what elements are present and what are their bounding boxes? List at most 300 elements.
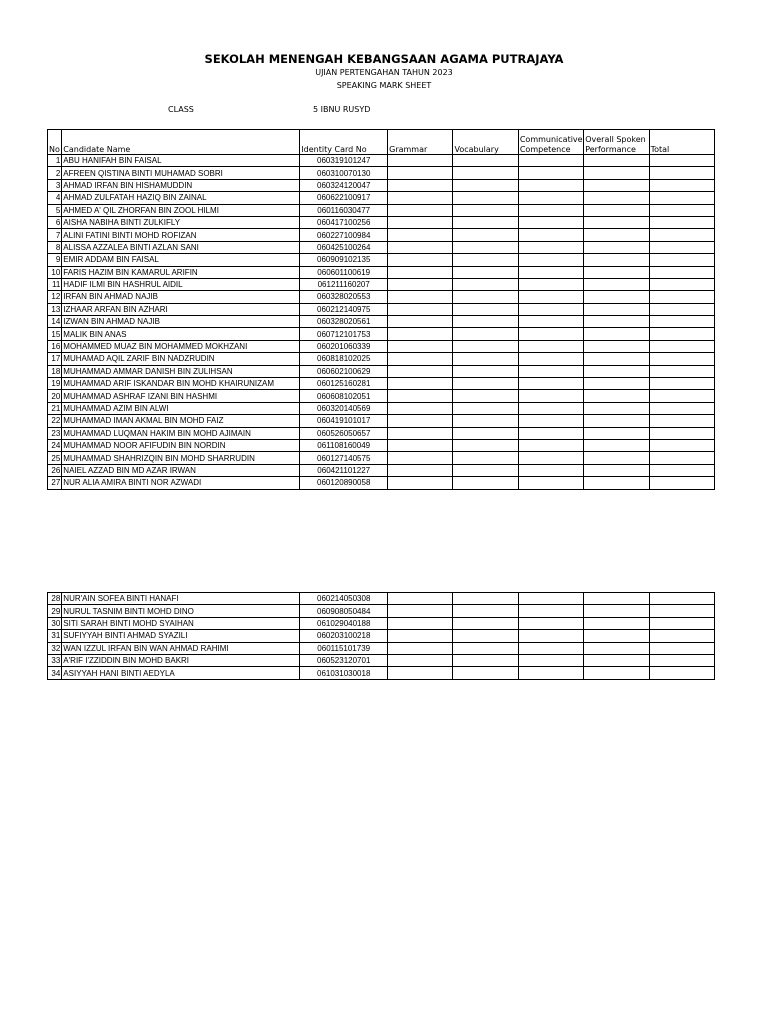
vocabulary-mark-cell[interactable] bbox=[453, 365, 518, 377]
student-no: 34 bbox=[48, 667, 62, 679]
table-row bbox=[48, 278, 715, 290]
grammar-mark-cell[interactable] bbox=[388, 452, 453, 464]
total-mark-cell[interactable] bbox=[649, 378, 714, 390]
student-ic: 060908050484 bbox=[300, 605, 388, 617]
total-mark-cell[interactable] bbox=[649, 328, 714, 340]
student-ic: 060818102025 bbox=[300, 353, 388, 365]
student-rows-page1 bbox=[48, 155, 715, 490]
overall-mark-cell[interactable] bbox=[584, 464, 649, 476]
student-name: MALIK BIN ANAS bbox=[62, 328, 300, 340]
overall-mark-cell[interactable] bbox=[584, 216, 649, 228]
communicative-mark-cell[interactable] bbox=[518, 266, 583, 278]
total-mark-cell[interactable] bbox=[649, 630, 714, 642]
table-row bbox=[48, 216, 715, 228]
communicative-mark-cell[interactable] bbox=[518, 439, 583, 451]
student-name: MUHAMMAD AMMAR DANISH BIN ZULIHSAN bbox=[62, 365, 300, 377]
table-row bbox=[48, 192, 715, 204]
total-mark-cell[interactable] bbox=[649, 667, 714, 679]
student-no: 30 bbox=[48, 617, 62, 629]
table-row bbox=[48, 390, 715, 402]
student-no: 25 bbox=[48, 452, 62, 464]
overall-mark-cell[interactable] bbox=[584, 291, 649, 303]
grammar-mark-cell[interactable] bbox=[388, 340, 453, 352]
student-name: AISHA NABIHA BINTI ZULKIFLY bbox=[62, 216, 300, 228]
table-row bbox=[48, 477, 715, 489]
communicative-mark-cell[interactable] bbox=[518, 192, 583, 204]
communicative-mark-cell[interactable] bbox=[518, 254, 583, 266]
student-no: 16 bbox=[48, 340, 62, 352]
vocabulary-mark-cell[interactable] bbox=[453, 477, 518, 489]
total-mark-cell[interactable] bbox=[649, 365, 714, 377]
student-no: 19 bbox=[48, 378, 62, 390]
exam-title: UJIAN PERTENGAHAN TAHUN 2023 bbox=[315, 68, 453, 77]
grammar-mark-cell[interactable] bbox=[388, 241, 453, 253]
communicative-mark-cell[interactable] bbox=[518, 328, 583, 340]
student-name: ASIYYAH HANI BINTI AEDYLA bbox=[62, 667, 300, 679]
total-mark-cell[interactable] bbox=[649, 452, 714, 464]
student-name: FARIS HAZIM BIN KAMARUL ARIFIN bbox=[62, 266, 300, 278]
table-row bbox=[48, 593, 715, 605]
vocabulary-mark-cell[interactable] bbox=[453, 667, 518, 679]
student-no: 18 bbox=[48, 365, 62, 377]
student-name: NUR'AIN SOFEA BINTI HANAFI bbox=[62, 593, 300, 605]
communicative-mark-cell[interactable] bbox=[518, 291, 583, 303]
student-name: AHMED A' QIL ZHORFAN BIN ZOOL HILMI bbox=[62, 204, 300, 216]
student-no: 7 bbox=[48, 229, 62, 241]
communicative-mark-cell[interactable] bbox=[518, 477, 583, 489]
grammar-mark-cell[interactable] bbox=[388, 316, 453, 328]
communicative-mark-cell[interactable] bbox=[518, 464, 583, 476]
table-row bbox=[48, 316, 715, 328]
table-row bbox=[48, 667, 715, 679]
student-ic: 060523120701 bbox=[300, 654, 388, 666]
grammar-mark-cell[interactable] bbox=[388, 229, 453, 241]
total-mark-cell[interactable] bbox=[649, 241, 714, 253]
table-row bbox=[48, 254, 715, 266]
total-mark-cell[interactable] bbox=[649, 291, 714, 303]
student-ic: 060417100256 bbox=[300, 216, 388, 228]
communicative-mark-cell[interactable] bbox=[518, 605, 583, 617]
communicative-mark-cell[interactable] bbox=[518, 642, 583, 654]
grammar-mark-cell[interactable] bbox=[388, 216, 453, 228]
student-name: ALINI FATINI BINTI MOHD ROFIZAN bbox=[62, 229, 300, 241]
overall-mark-cell[interactable] bbox=[584, 452, 649, 464]
overall-mark-cell[interactable] bbox=[584, 316, 649, 328]
total-mark-cell[interactable] bbox=[649, 204, 714, 216]
vocabulary-mark-cell[interactable] bbox=[453, 278, 518, 290]
student-no: 22 bbox=[48, 415, 62, 427]
total-mark-cell[interactable] bbox=[649, 654, 714, 666]
table-row bbox=[48, 427, 715, 439]
student-no: 24 bbox=[48, 439, 62, 451]
student-ic: 060602100629 bbox=[300, 365, 388, 377]
vocabulary-mark-cell[interactable] bbox=[453, 452, 518, 464]
communicative-mark-cell[interactable] bbox=[518, 378, 583, 390]
student-ic: 060125160281 bbox=[300, 378, 388, 390]
overall-mark-cell[interactable] bbox=[584, 654, 649, 666]
overall-mark-cell[interactable] bbox=[584, 617, 649, 629]
table-row bbox=[48, 402, 715, 414]
grammar-mark-cell[interactable] bbox=[388, 328, 453, 340]
student-name: MUHAMMAD SHAHRIZQIN BIN MOHD SHARRUDIN bbox=[62, 452, 300, 464]
total-mark-cell[interactable] bbox=[649, 605, 714, 617]
student-name: IRFAN BIN AHMAD NAJIB bbox=[62, 291, 300, 303]
vocabulary-mark-cell[interactable] bbox=[453, 642, 518, 654]
student-name: WAN IZZUL IRFAN BIN WAN AHMAD RAHIMI bbox=[62, 642, 300, 654]
student-ic: 060310070130 bbox=[300, 167, 388, 179]
vocabulary-mark-cell[interactable] bbox=[453, 155, 518, 167]
table-row bbox=[48, 328, 715, 340]
grammar-mark-cell[interactable] bbox=[388, 427, 453, 439]
total-mark-cell[interactable] bbox=[649, 266, 714, 278]
communicative-mark-cell[interactable] bbox=[518, 667, 583, 679]
communicative-mark-cell[interactable] bbox=[518, 229, 583, 241]
communicative-mark-cell[interactable] bbox=[518, 617, 583, 629]
student-name: MUHAMMAD ASHRAF IZANI BIN HASHMI bbox=[62, 390, 300, 402]
student-name: ABU HANIFAH BIN FAISAL bbox=[62, 155, 300, 167]
total-mark-cell[interactable] bbox=[649, 303, 714, 315]
grammar-mark-cell[interactable] bbox=[388, 654, 453, 666]
overall-mark-cell[interactable] bbox=[584, 605, 649, 617]
student-no: 11 bbox=[48, 278, 62, 290]
total-mark-cell[interactable] bbox=[649, 415, 714, 427]
grammar-mark-cell[interactable] bbox=[388, 192, 453, 204]
student-name: IZHAAR ARFAN BIN AZHARI bbox=[62, 303, 300, 315]
grammar-mark-cell[interactable] bbox=[388, 378, 453, 390]
communicative-mark-cell[interactable] bbox=[518, 155, 583, 167]
vocabulary-mark-cell[interactable] bbox=[453, 179, 518, 191]
total-mark-cell[interactable] bbox=[649, 439, 714, 451]
grammar-mark-cell[interactable] bbox=[388, 477, 453, 489]
student-ic: 060320140569 bbox=[300, 402, 388, 414]
grammar-mark-cell[interactable] bbox=[388, 390, 453, 402]
vocabulary-mark-cell[interactable] bbox=[453, 402, 518, 414]
overall-mark-cell[interactable] bbox=[584, 179, 649, 191]
student-ic: 060319101247 bbox=[300, 155, 388, 167]
overall-mark-cell[interactable] bbox=[584, 378, 649, 390]
table-row bbox=[48, 179, 715, 191]
vocabulary-mark-cell[interactable] bbox=[453, 605, 518, 617]
student-name: AHMAD IRFAN BIN HISHAMUDDIN bbox=[62, 179, 300, 191]
grammar-mark-cell[interactable] bbox=[388, 642, 453, 654]
communicative-mark-cell[interactable] bbox=[518, 452, 583, 464]
student-name: MUHAMMAD IMAN AKMAL BIN MOHD FAIZ bbox=[62, 415, 300, 427]
student-ic: 060909102135 bbox=[300, 254, 388, 266]
communicative-mark-cell[interactable] bbox=[518, 415, 583, 427]
table-row bbox=[48, 167, 715, 179]
overall-mark-cell[interactable] bbox=[584, 155, 649, 167]
student-no: 20 bbox=[48, 390, 62, 402]
student-name: AHMAD ZULFATAH HAZIQ BIN ZAINAL bbox=[62, 192, 300, 204]
grammar-mark-cell[interactable] bbox=[388, 167, 453, 179]
grammar-mark-cell[interactable] bbox=[388, 278, 453, 290]
overall-mark-cell[interactable] bbox=[584, 415, 649, 427]
vocabulary-mark-cell[interactable] bbox=[453, 216, 518, 228]
table-row bbox=[48, 241, 715, 253]
student-ic: 060622100917 bbox=[300, 192, 388, 204]
vocabulary-mark-cell[interactable] bbox=[453, 390, 518, 402]
grammar-mark-cell[interactable] bbox=[388, 155, 453, 167]
student-no: 29 bbox=[48, 605, 62, 617]
student-no: 32 bbox=[48, 642, 62, 654]
table-row bbox=[48, 365, 715, 377]
vocabulary-mark-cell[interactable] bbox=[453, 266, 518, 278]
student-ic: 060421101227 bbox=[300, 464, 388, 476]
vocabulary-mark-cell[interactable] bbox=[453, 353, 518, 365]
student-no: 21 bbox=[48, 402, 62, 414]
grammar-mark-cell[interactable] bbox=[388, 254, 453, 266]
total-mark-cell[interactable] bbox=[649, 167, 714, 179]
communicative-mark-cell[interactable] bbox=[518, 241, 583, 253]
vocabulary-mark-cell[interactable] bbox=[453, 241, 518, 253]
student-name: SUFIYYAH BINTI AHMAD SYAZILI bbox=[62, 630, 300, 642]
overall-mark-cell[interactable] bbox=[584, 254, 649, 266]
vocabulary-mark-cell[interactable] bbox=[453, 328, 518, 340]
communicative-mark-cell[interactable] bbox=[518, 204, 583, 216]
overall-mark-cell[interactable] bbox=[584, 630, 649, 642]
total-mark-cell[interactable] bbox=[649, 427, 714, 439]
student-no: 27 bbox=[48, 477, 62, 489]
grammar-mark-cell[interactable] bbox=[388, 353, 453, 365]
grammar-mark-cell[interactable] bbox=[388, 593, 453, 605]
overall-mark-cell[interactable] bbox=[584, 278, 649, 290]
vocabulary-mark-cell[interactable] bbox=[453, 630, 518, 642]
student-ic: 060214050308 bbox=[300, 593, 388, 605]
student-name: MOHAMMED MUAZ BIN MOHAMMED MOKHZANI bbox=[62, 340, 300, 352]
grammar-mark-cell[interactable] bbox=[388, 291, 453, 303]
grammar-mark-cell[interactable] bbox=[388, 630, 453, 642]
overall-mark-cell[interactable] bbox=[584, 266, 649, 278]
vocabulary-mark-cell[interactable] bbox=[453, 378, 518, 390]
class-value: 5 IBNU RUSYD bbox=[313, 105, 371, 114]
overall-mark-cell[interactable] bbox=[584, 402, 649, 414]
student-ic: 060116030477 bbox=[300, 204, 388, 216]
student-name: IZWAN BIN AHMAD NAJIB bbox=[62, 316, 300, 328]
student-name: A'RIF I'ZZIDDIN BIN MOHD BAKRI bbox=[62, 654, 300, 666]
communicative-mark-cell[interactable] bbox=[518, 593, 583, 605]
header-communicative: Communicative Competence bbox=[518, 130, 583, 155]
table-row bbox=[48, 303, 715, 315]
table-row bbox=[48, 630, 715, 642]
table-row bbox=[48, 340, 715, 352]
student-no: 15 bbox=[48, 328, 62, 340]
student-ic: 060203100218 bbox=[300, 630, 388, 642]
student-ic: 060526050657 bbox=[300, 427, 388, 439]
overall-mark-cell[interactable] bbox=[584, 192, 649, 204]
table-row bbox=[48, 204, 715, 216]
overall-mark-cell[interactable] bbox=[584, 303, 649, 315]
total-mark-cell[interactable] bbox=[649, 192, 714, 204]
student-no: 12 bbox=[48, 291, 62, 303]
vocabulary-mark-cell[interactable] bbox=[453, 316, 518, 328]
header-overall: Overall Spoken Performance bbox=[584, 130, 649, 155]
table-row bbox=[48, 654, 715, 666]
overall-mark-cell[interactable] bbox=[584, 204, 649, 216]
table-row bbox=[48, 439, 715, 451]
total-mark-cell[interactable] bbox=[649, 340, 714, 352]
total-mark-cell[interactable] bbox=[649, 216, 714, 228]
communicative-mark-cell[interactable] bbox=[518, 402, 583, 414]
student-ic: 060120890058 bbox=[300, 477, 388, 489]
overall-mark-cell[interactable] bbox=[584, 241, 649, 253]
total-mark-cell[interactable] bbox=[649, 316, 714, 328]
table-row bbox=[48, 642, 715, 654]
student-ic: 060127140575 bbox=[300, 452, 388, 464]
communicative-mark-cell[interactable] bbox=[518, 427, 583, 439]
student-name: NUR ALIA AMIRA BINTI NOR AZWADI bbox=[62, 477, 300, 489]
communicative-mark-cell[interactable] bbox=[518, 216, 583, 228]
communicative-mark-cell[interactable] bbox=[518, 630, 583, 642]
vocabulary-mark-cell[interactable] bbox=[453, 464, 518, 476]
student-name: MUHAMAD AQIL ZARIF BIN NADZRUDIN bbox=[62, 353, 300, 365]
grammar-mark-cell[interactable] bbox=[388, 365, 453, 377]
student-ic: 060608102051 bbox=[300, 390, 388, 402]
header-grammar: Grammar bbox=[388, 130, 453, 155]
vocabulary-mark-cell[interactable] bbox=[453, 204, 518, 216]
student-name: MUHAMMAD ARIF ISKANDAR BIN MOHD KHAIRUNIZAM bbox=[62, 378, 300, 390]
vocabulary-mark-cell[interactable] bbox=[453, 593, 518, 605]
student-no: 33 bbox=[48, 654, 62, 666]
vocabulary-mark-cell[interactable] bbox=[453, 291, 518, 303]
mark-sheet-table bbox=[47, 129, 715, 490]
student-no: 31 bbox=[48, 630, 62, 642]
student-no: 28 bbox=[48, 593, 62, 605]
vocabulary-mark-cell[interactable] bbox=[453, 167, 518, 179]
student-name: AFREEN QISTINA BINTI MUHAMAD SOBRI bbox=[62, 167, 300, 179]
header-candidate-name: Candidate Name bbox=[62, 130, 300, 155]
vocabulary-mark-cell[interactable] bbox=[453, 415, 518, 427]
table-row bbox=[48, 353, 715, 365]
overall-mark-cell[interactable] bbox=[584, 340, 649, 352]
student-no: 14 bbox=[48, 316, 62, 328]
total-mark-cell[interactable] bbox=[649, 254, 714, 266]
total-mark-cell[interactable] bbox=[649, 617, 714, 629]
header-total: Total bbox=[649, 130, 714, 155]
communicative-mark-cell[interactable] bbox=[518, 365, 583, 377]
vocabulary-mark-cell[interactable] bbox=[453, 254, 518, 266]
student-ic: 061108160049 bbox=[300, 439, 388, 451]
overall-mark-cell[interactable] bbox=[584, 667, 649, 679]
student-ic: 061211160207 bbox=[300, 278, 388, 290]
student-name: NAIEL AZZAD BIN MD AZAR IRWAN bbox=[62, 464, 300, 476]
student-ic: 060712101753 bbox=[300, 328, 388, 340]
student-name: NURUL TASNIM BINTI MOHD DINO bbox=[62, 605, 300, 617]
student-no: 6 bbox=[48, 216, 62, 228]
student-ic: 060425100264 bbox=[300, 241, 388, 253]
total-mark-cell[interactable] bbox=[649, 402, 714, 414]
student-ic: 061031030018 bbox=[300, 667, 388, 679]
table-row bbox=[48, 464, 715, 476]
student-ic: 060419101017 bbox=[300, 415, 388, 427]
grammar-mark-cell[interactable] bbox=[388, 179, 453, 191]
communicative-mark-cell[interactable] bbox=[518, 303, 583, 315]
total-mark-cell[interactable] bbox=[649, 642, 714, 654]
table-row bbox=[48, 229, 715, 241]
overall-mark-cell[interactable] bbox=[584, 477, 649, 489]
grammar-mark-cell[interactable] bbox=[388, 303, 453, 315]
vocabulary-mark-cell[interactable] bbox=[453, 192, 518, 204]
grammar-mark-cell[interactable] bbox=[388, 439, 453, 451]
communicative-mark-cell[interactable] bbox=[518, 316, 583, 328]
student-no: 5 bbox=[48, 204, 62, 216]
overall-mark-cell[interactable] bbox=[584, 439, 649, 451]
student-no: 26 bbox=[48, 464, 62, 476]
vocabulary-mark-cell[interactable] bbox=[453, 427, 518, 439]
vocabulary-mark-cell[interactable] bbox=[453, 654, 518, 666]
communicative-mark-cell[interactable] bbox=[518, 179, 583, 191]
overall-mark-cell[interactable] bbox=[584, 229, 649, 241]
total-mark-cell[interactable] bbox=[649, 353, 714, 365]
overall-mark-cell[interactable] bbox=[584, 593, 649, 605]
student-ic: 060324120047 bbox=[300, 179, 388, 191]
student-name: MUHAMMAD AZIM BIN ALWI bbox=[62, 402, 300, 414]
student-name: MUHAMMAD LUQMAN HAKIM BIN MOHD AJIMAIN bbox=[62, 427, 300, 439]
student-no: 8 bbox=[48, 241, 62, 253]
overall-mark-cell[interactable] bbox=[584, 427, 649, 439]
grammar-mark-cell[interactable] bbox=[388, 667, 453, 679]
total-mark-cell[interactable] bbox=[649, 179, 714, 191]
student-ic: 061029040188 bbox=[300, 617, 388, 629]
total-mark-cell[interactable] bbox=[649, 390, 714, 402]
communicative-mark-cell[interactable] bbox=[518, 167, 583, 179]
total-mark-cell[interactable] bbox=[649, 593, 714, 605]
overall-mark-cell[interactable] bbox=[584, 642, 649, 654]
student-name: ALISSA AZZALEA BINTI AZLAN SANI bbox=[62, 241, 300, 253]
total-mark-cell[interactable] bbox=[649, 464, 714, 476]
school-title: SEKOLAH MENENGAH KEBANGSAAN AGAMA PUTRAJAYA bbox=[204, 52, 564, 66]
student-ic: 060601100619 bbox=[300, 266, 388, 278]
communicative-mark-cell[interactable] bbox=[518, 390, 583, 402]
student-name: SITI SARAH BINTI MOHD SYAIHAN bbox=[62, 617, 300, 629]
student-name: MUHAMMAD NOOR AFIFUDIN BIN NORDIN bbox=[62, 439, 300, 451]
student-name: HADIF ILMI BIN HASHRUL AIDIL bbox=[62, 278, 300, 290]
vocabulary-mark-cell[interactable] bbox=[453, 439, 518, 451]
vocabulary-mark-cell[interactable] bbox=[453, 303, 518, 315]
communicative-mark-cell[interactable] bbox=[518, 278, 583, 290]
sheet-title: SPEAKING MARK SHEET bbox=[336, 81, 432, 90]
total-mark-cell[interactable] bbox=[649, 229, 714, 241]
overall-mark-cell[interactable] bbox=[584, 353, 649, 365]
student-no: 3 bbox=[48, 179, 62, 191]
grammar-mark-cell[interactable] bbox=[388, 204, 453, 216]
total-mark-cell[interactable] bbox=[649, 477, 714, 489]
vocabulary-mark-cell[interactable] bbox=[453, 340, 518, 352]
grammar-mark-cell[interactable] bbox=[388, 415, 453, 427]
table-row bbox=[48, 415, 715, 427]
grammar-mark-cell[interactable] bbox=[388, 402, 453, 414]
student-no: 23 bbox=[48, 427, 62, 439]
total-mark-cell[interactable] bbox=[649, 155, 714, 167]
grammar-mark-cell[interactable] bbox=[388, 266, 453, 278]
grammar-mark-cell[interactable] bbox=[388, 605, 453, 617]
communicative-mark-cell[interactable] bbox=[518, 353, 583, 365]
overall-mark-cell[interactable] bbox=[584, 365, 649, 377]
total-mark-cell[interactable] bbox=[649, 278, 714, 290]
table-row bbox=[48, 291, 715, 303]
student-ic: 060227100984 bbox=[300, 229, 388, 241]
communicative-mark-cell[interactable] bbox=[518, 340, 583, 352]
overall-mark-cell[interactable] bbox=[584, 167, 649, 179]
overall-mark-cell[interactable] bbox=[584, 328, 649, 340]
grammar-mark-cell[interactable] bbox=[388, 464, 453, 476]
vocabulary-mark-cell[interactable] bbox=[453, 617, 518, 629]
student-ic: 060328020561 bbox=[300, 316, 388, 328]
grammar-mark-cell[interactable] bbox=[388, 617, 453, 629]
vocabulary-mark-cell[interactable] bbox=[453, 229, 518, 241]
overall-mark-cell[interactable] bbox=[584, 390, 649, 402]
table-row bbox=[48, 617, 715, 629]
communicative-mark-cell[interactable] bbox=[518, 654, 583, 666]
